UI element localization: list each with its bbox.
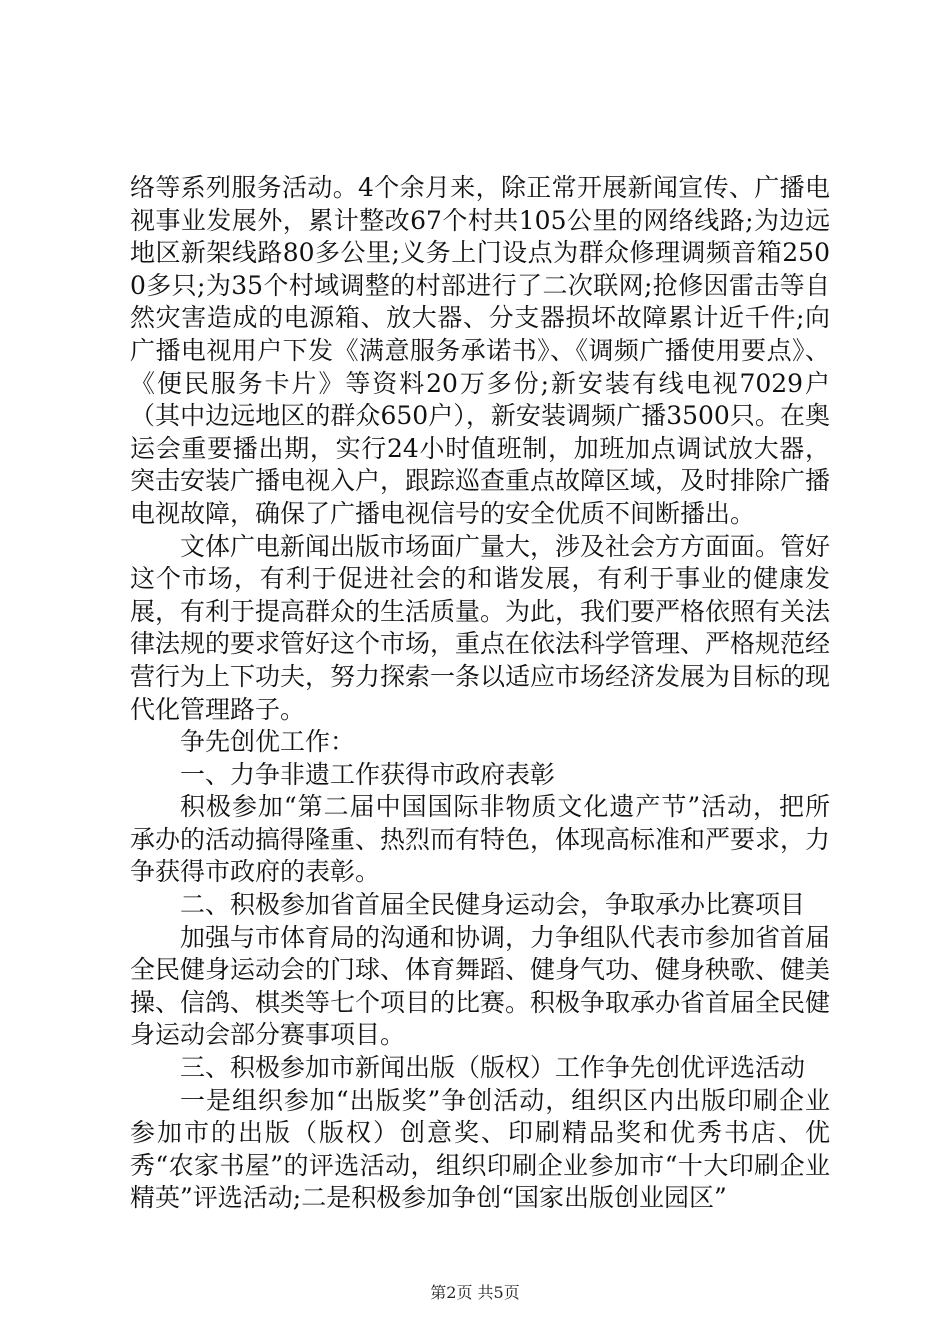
- paragraph-5: 加强与市体育局的沟通和协调，力争组队代表市参加省首届全民健身运动会的门球、体育舞蹈、健身气功、健身秧歌、健美操、信鸽、棋类等七个项目的比赛。积极争取承办省首届全民健身运动会部分赛事项目。: [130, 922, 831, 1050]
- section-heading-3: 三、积极参加市新闻出版（版权）工作争先创优评选活动: [180, 1053, 806, 1083]
- page-number-footer: 第2页 共5页: [430, 1283, 520, 1302]
- paragraph-2: 文体广电新闻出版市场面广量大，涉及社会方方面面。管好这个市场，有利于促进社会的和谐发展，有利于事业的健康发展，有利于提高群众的生活质量。为此，我们要严格依照有关法律法规的要求管好这个市场，重点在依法科学管理、严格规范经营行为上下功夫，努力探索一条以适应市场经济发展为目标的现代化管理路子。: [130, 531, 831, 724]
- paragraph-1: 络等系列服务活动。4个余月来，除正常开展新闻宣传、广播电视事业发展外，累计整改67个村共105公里的网络线路;为边远地区新架线路80多公里;义务上门设点为群众修理调频音箱2500多只;为35个村域调整的村部进行了二次联网;抢修因雷击等自然灾害造成的电源箱、放大器、分支器损坏故障累计近千件;向广播电视用户下发《满意服务承诺书》、《调频广播使用要点》、《便民服务卡片》等资料20万多份;新安装有线电视7029户（其中边远地区的群众650户），新安装调频广播3500只。在奥运会重要播出期，实行24小时值班制，加班加点调试放大器，突击安装广播电视入户，跟踪巡查重点故障区域，及时排除广播电视故障，确保了广播电视信号的安全优质不间断播出。: [130, 173, 831, 528]
- section-heading-2: 二、积极参加省首届全民健身运动会，争取承办比赛项目: [180, 890, 806, 920]
- section-heading-1: 一、力争非遗工作获得市政府表彰: [180, 759, 556, 789]
- paragraph-6: 一是组织参加“出版奖”争创活动，组织区内出版印刷企业参加市的出版（版权）创意奖、印刷精品奖和优秀书店、优秀“农家书屋”的评选活动，组织印刷企业参加市“十大印刷企业精英”评选活动;二是积极参加争创“国家出版创业园区”: [130, 1085, 830, 1213]
- paragraph-4: 积极参加“第二届中国国际非物质文化遗产节”活动，把所承办的活动搞得隆重、热烈而有特色，体现高标准和严要求，力争获得市政府的表彰。: [130, 792, 831, 887]
- document-body: [130, 172, 830, 1215]
- paragraph-3: 争先创优工作：: [180, 727, 356, 757]
